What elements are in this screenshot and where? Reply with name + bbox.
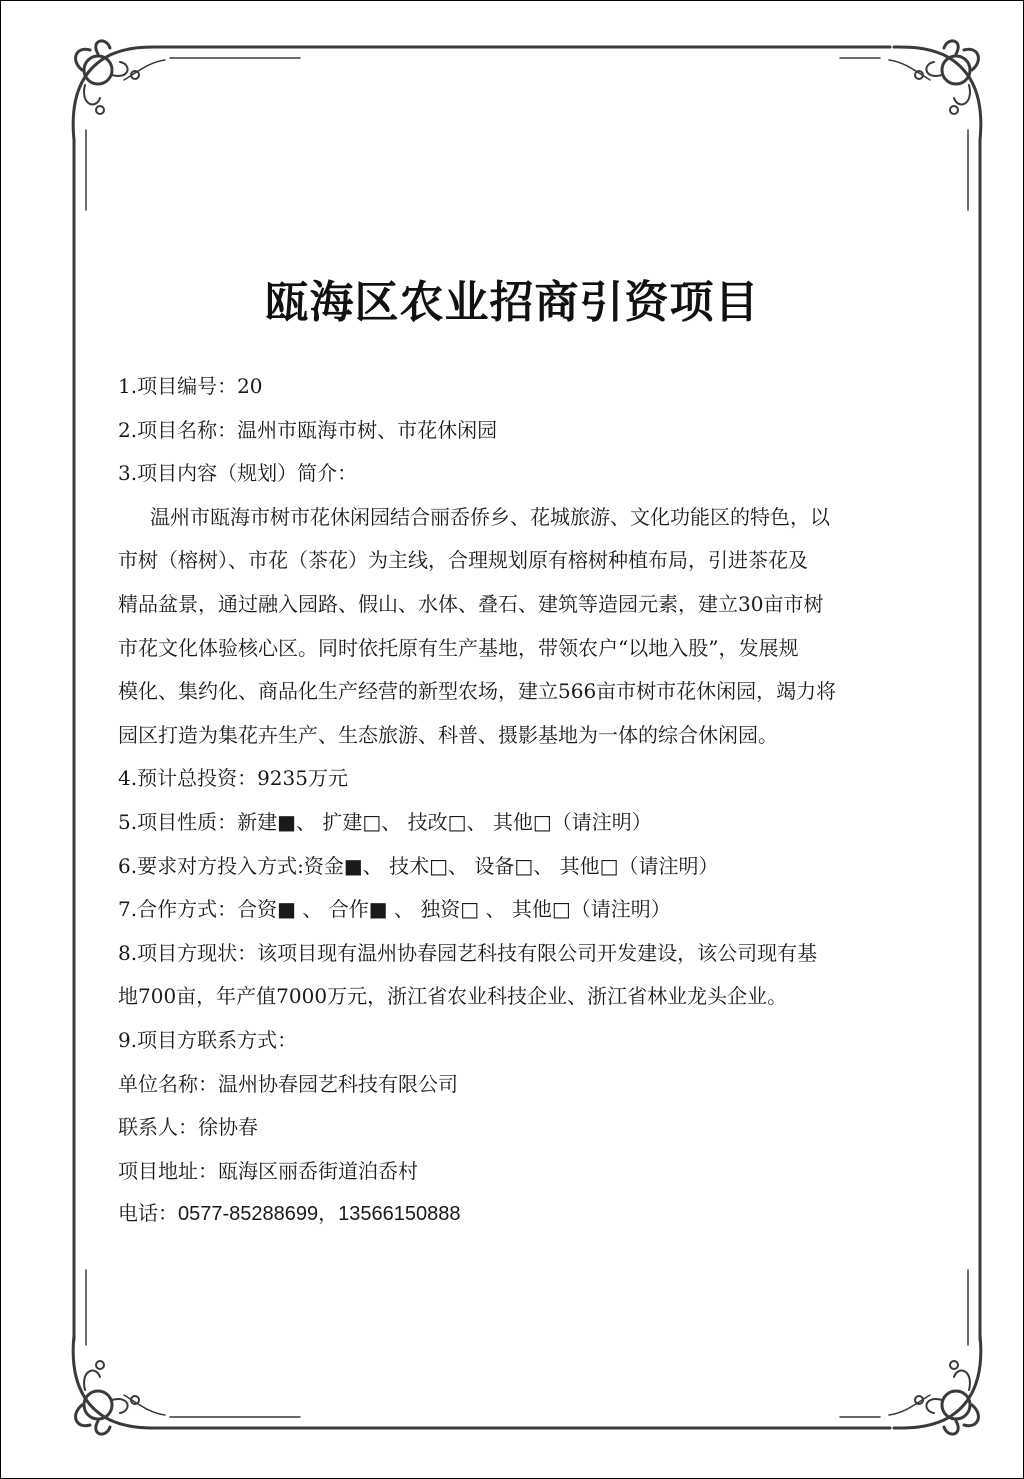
corner-ornament-bottom-left — [73, 1335, 165, 1434]
corner-ornament-bottom-right — [889, 1335, 981, 1434]
status-line: 地700亩，年产值7000万元，浙江省农业科技企业、浙江省林业龙头企业。 — [118, 984, 788, 1009]
intro-line: 园区打造为集花卉生产、生态旅游、科普、摄影基地为一体的综合休闲园。 — [118, 722, 778, 747]
project-address: 项目地址：瓯海区丽岙街道泊岙村 — [118, 1158, 418, 1183]
project-intro-paragraph — [118, 496, 926, 758]
page-title: 瓯海区农业招商引资项目 — [264, 277, 760, 328]
status-line: 8.项目方现状：该项目现有温州协春园艺科技有限公司开发建设，该公司现有基 — [118, 940, 818, 965]
project-name: 2.项目名称：温州市瓯海市树、市花休闲园 — [118, 417, 498, 442]
phone-number: 电话：0577-85288699，13566150888 — [118, 1203, 461, 1226]
intro-line: 市树（榕树）、市花（茶花）为主线，合理规划原有榕树种植布局，引进茶花及 — [118, 548, 808, 573]
contact-person: 联系人：徐协春 — [118, 1115, 258, 1140]
investment-mode: 6.要求对方投入方式:资金■、 技术□、 设备□、 其他□（请注明） — [118, 853, 719, 878]
intro-line: 市花文化体验核心区。同时依托原有生产基地，带领农户“以地入股”，发展规 — [118, 635, 799, 660]
project-status — [118, 932, 926, 1019]
project-details — [118, 365, 926, 1237]
contact-label: 9.项目方联系方式： — [118, 1027, 298, 1052]
company-name: 单位名称：温州协春园艺科技有限公司 — [118, 1071, 458, 1096]
intro-line: 精品盆景，通过融入园路、假山、水体、叠石、建筑等造园元素，建立30亩市树 — [118, 591, 824, 616]
project-intro-label: 3.项目内容（规划）简介： — [118, 461, 358, 486]
intro-line: 温州市瓯海市树市花休闲园结合丽岙侨乡、花城旅游、文化功能区的特色，以 — [150, 504, 830, 529]
project-nature: 5.项目性质：新建■、 扩建□、 技改□、 其他□（请注明） — [118, 809, 652, 834]
project-number: 1.项目编号：20 — [118, 374, 263, 398]
intro-line: 模化、集约化、商品化生产经营的新型农场，建立566亩市树市花休闲园，竭力将 — [118, 679, 837, 704]
cooperation-mode: 7.合作方式：合资■ 、 合作■ 、 独资□ 、 其他□（请注明） — [118, 897, 671, 922]
corner-ornament-top-left — [73, 41, 165, 140]
total-investment: 4.预计总投资：9235万元 — [118, 766, 348, 791]
corner-ornament-top-right — [889, 41, 981, 140]
